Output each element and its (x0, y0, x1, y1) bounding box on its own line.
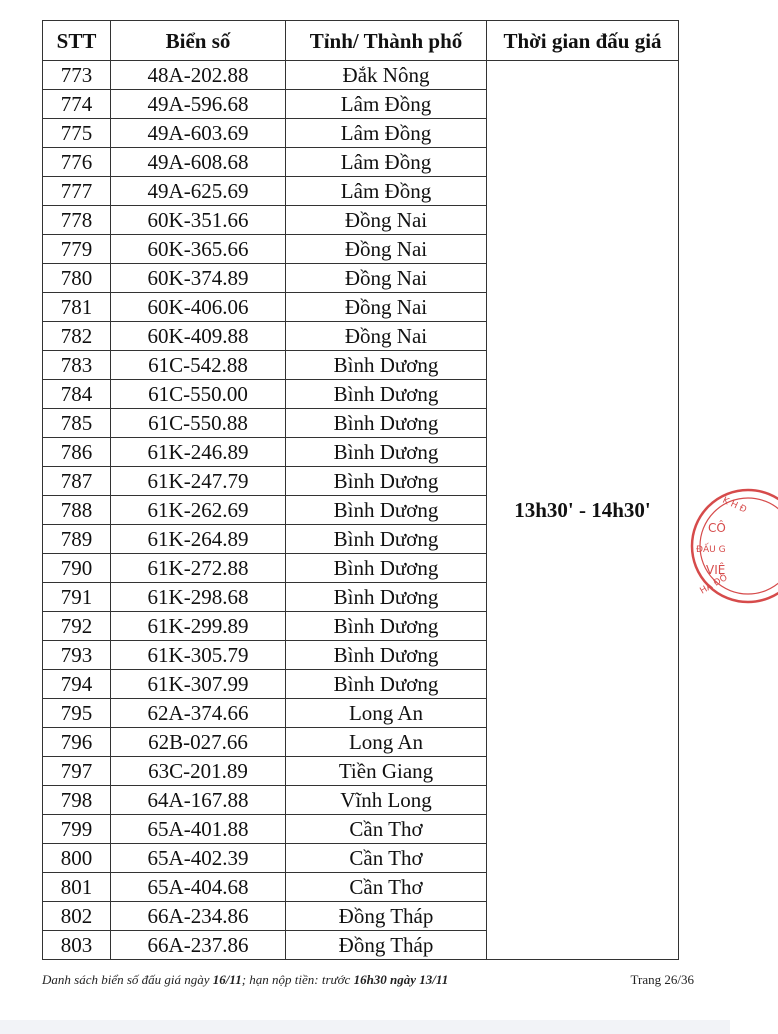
header-auction-time: Thời gian đấu giá (487, 21, 679, 61)
row-plate-number: 60K-406.06 (111, 293, 286, 322)
row-stt: 782 (43, 322, 111, 351)
row-plate-number: 65A-402.39 (111, 844, 286, 873)
footer-note-prefix: Danh sách biển số đấu giá ngày (42, 972, 213, 987)
row-plate-number: 60K-409.88 (111, 322, 286, 351)
row-province: Đắk Nông (286, 61, 487, 90)
row-stt: 792 (43, 612, 111, 641)
row-stt: 786 (43, 438, 111, 467)
row-stt: 794 (43, 670, 111, 699)
row-province: Đồng Nai (286, 322, 487, 351)
row-plate-number: 61K-307.99 (111, 670, 286, 699)
row-stt: 793 (43, 641, 111, 670)
row-province: Vĩnh Long (286, 786, 487, 815)
row-stt: 774 (43, 90, 111, 119)
row-stt: 803 (43, 931, 111, 960)
row-province: Cần Thơ (286, 873, 487, 902)
row-plate-number: 66A-237.86 (111, 931, 286, 960)
row-stt: 799 (43, 815, 111, 844)
table-header-row (43, 21, 679, 61)
row-province: Lâm Đồng (286, 177, 487, 206)
row-stt: 800 (43, 844, 111, 873)
auction-time-slot: 13h30' - 14h30' (487, 61, 679, 960)
footer-note-mid: ; hạn nộp tiền: trước (241, 972, 354, 987)
row-stt: 777 (43, 177, 111, 206)
header-stt: STT (43, 21, 111, 61)
row-province: Bình Dương (286, 525, 487, 554)
row-plate-number: 61K-247.79 (111, 467, 286, 496)
svg-text:K H Đ: K H Đ (720, 495, 748, 516)
row-province: Bình Dương (286, 351, 487, 380)
row-plate-number: 61K-262.69 (111, 496, 286, 525)
row-province: Bình Dương (286, 670, 487, 699)
row-province: Lâm Đồng (286, 119, 487, 148)
row-stt: 779 (43, 235, 111, 264)
row-stt: 785 (43, 409, 111, 438)
row-stt: 775 (43, 119, 111, 148)
row-province: Tiền Giang (286, 757, 487, 786)
row-province: Đồng Nai (286, 235, 487, 264)
row-plate-number: 61K-305.79 (111, 641, 286, 670)
row-stt: 776 (43, 148, 111, 177)
row-plate-number: 61K-264.89 (111, 525, 286, 554)
row-stt: 783 (43, 351, 111, 380)
footer-note-deadline: 16h30 ngày 13/11 (353, 972, 449, 987)
row-province: Đồng Tháp (286, 902, 487, 931)
svg-text:HÀ ĐÔ: HÀ ĐÔ (698, 573, 730, 597)
table-body (43, 61, 679, 960)
row-province: Đồng Nai (286, 293, 487, 322)
row-stt: 788 (43, 496, 111, 525)
auction-plates-table (42, 20, 679, 960)
footer-note (42, 972, 448, 988)
row-province: Bình Dương (286, 438, 487, 467)
row-province: Đồng Nai (286, 264, 487, 293)
row-stt: 781 (43, 293, 111, 322)
row-province: Lâm Đồng (286, 148, 487, 177)
row-stt: 789 (43, 525, 111, 554)
row-plate-number: 61C-550.00 (111, 380, 286, 409)
row-province: Bình Dương (286, 612, 487, 641)
row-province: Bình Dương (286, 380, 487, 409)
row-province: Bình Dương (286, 467, 487, 496)
row-province: Cần Thơ (286, 815, 487, 844)
row-stt: 795 (43, 699, 111, 728)
row-plate-number: 60K-365.66 (111, 235, 286, 264)
row-province: Bình Dương (286, 554, 487, 583)
row-stt: 787 (43, 467, 111, 496)
footer-note-date: 16/11 (212, 972, 242, 987)
header-province-city: Tỉnh/ Thành phố (286, 21, 487, 61)
header-plate-number: Biển số (111, 21, 286, 61)
row-province: Long An (286, 728, 487, 757)
row-province: Bình Dương (286, 641, 487, 670)
row-plate-number: 65A-401.88 (111, 815, 286, 844)
row-stt: 790 (43, 554, 111, 583)
row-plate-number: 61C-542.88 (111, 351, 286, 380)
row-plate-number: 48A-202.88 (111, 61, 286, 90)
row-plate-number: 61K-299.89 (111, 612, 286, 641)
row-plate-number: 62B-027.66 (111, 728, 286, 757)
row-plate-number: 60K-351.66 (111, 206, 286, 235)
row-plate-number: 61K-272.88 (111, 554, 286, 583)
row-plate-number: 61K-298.68 (111, 583, 286, 612)
row-province: Đồng Nai (286, 206, 487, 235)
red-stamp-seal (688, 486, 778, 616)
row-plate-number: 61C-550.88 (111, 409, 286, 438)
row-stt: 796 (43, 728, 111, 757)
row-plate-number: 65A-404.68 (111, 873, 286, 902)
svg-text:CÔ: CÔ (708, 521, 726, 535)
table-row (43, 61, 679, 90)
row-plate-number: 63C-201.89 (111, 757, 286, 786)
row-plate-number: 62A-374.66 (111, 699, 286, 728)
row-plate-number: 49A-603.69 (111, 119, 286, 148)
row-stt: 773 (43, 61, 111, 90)
row-province: Lâm Đồng (286, 90, 487, 119)
page-number: Trang 26/36 (630, 972, 694, 987)
scan-bottom-margin (0, 1020, 730, 1034)
row-province: Bình Dương (286, 409, 487, 438)
row-plate-number: 61K-246.89 (111, 438, 286, 467)
row-stt: 797 (43, 757, 111, 786)
row-province: Cần Thơ (286, 844, 487, 873)
row-province: Long An (286, 699, 487, 728)
row-province: Bình Dương (286, 496, 487, 525)
row-stt: 778 (43, 206, 111, 235)
row-stt: 802 (43, 902, 111, 931)
row-stt: 784 (43, 380, 111, 409)
row-plate-number: 49A-608.68 (111, 148, 286, 177)
row-province: Bình Dương (286, 583, 487, 612)
row-stt: 798 (43, 786, 111, 815)
svg-text:VIỆ: VIỆ (706, 563, 726, 577)
row-stt: 801 (43, 873, 111, 902)
svg-text:ĐẤU G: ĐẤU G (696, 545, 726, 555)
row-stt: 791 (43, 583, 111, 612)
row-plate-number: 49A-625.69 (111, 177, 286, 206)
row-province: Đồng Tháp (286, 931, 487, 960)
row-plate-number: 60K-374.89 (111, 264, 286, 293)
row-stt: 780 (43, 264, 111, 293)
row-plate-number: 66A-234.86 (111, 902, 286, 931)
row-plate-number: 64A-167.88 (111, 786, 286, 815)
row-plate-number: 49A-596.68 (111, 90, 286, 119)
